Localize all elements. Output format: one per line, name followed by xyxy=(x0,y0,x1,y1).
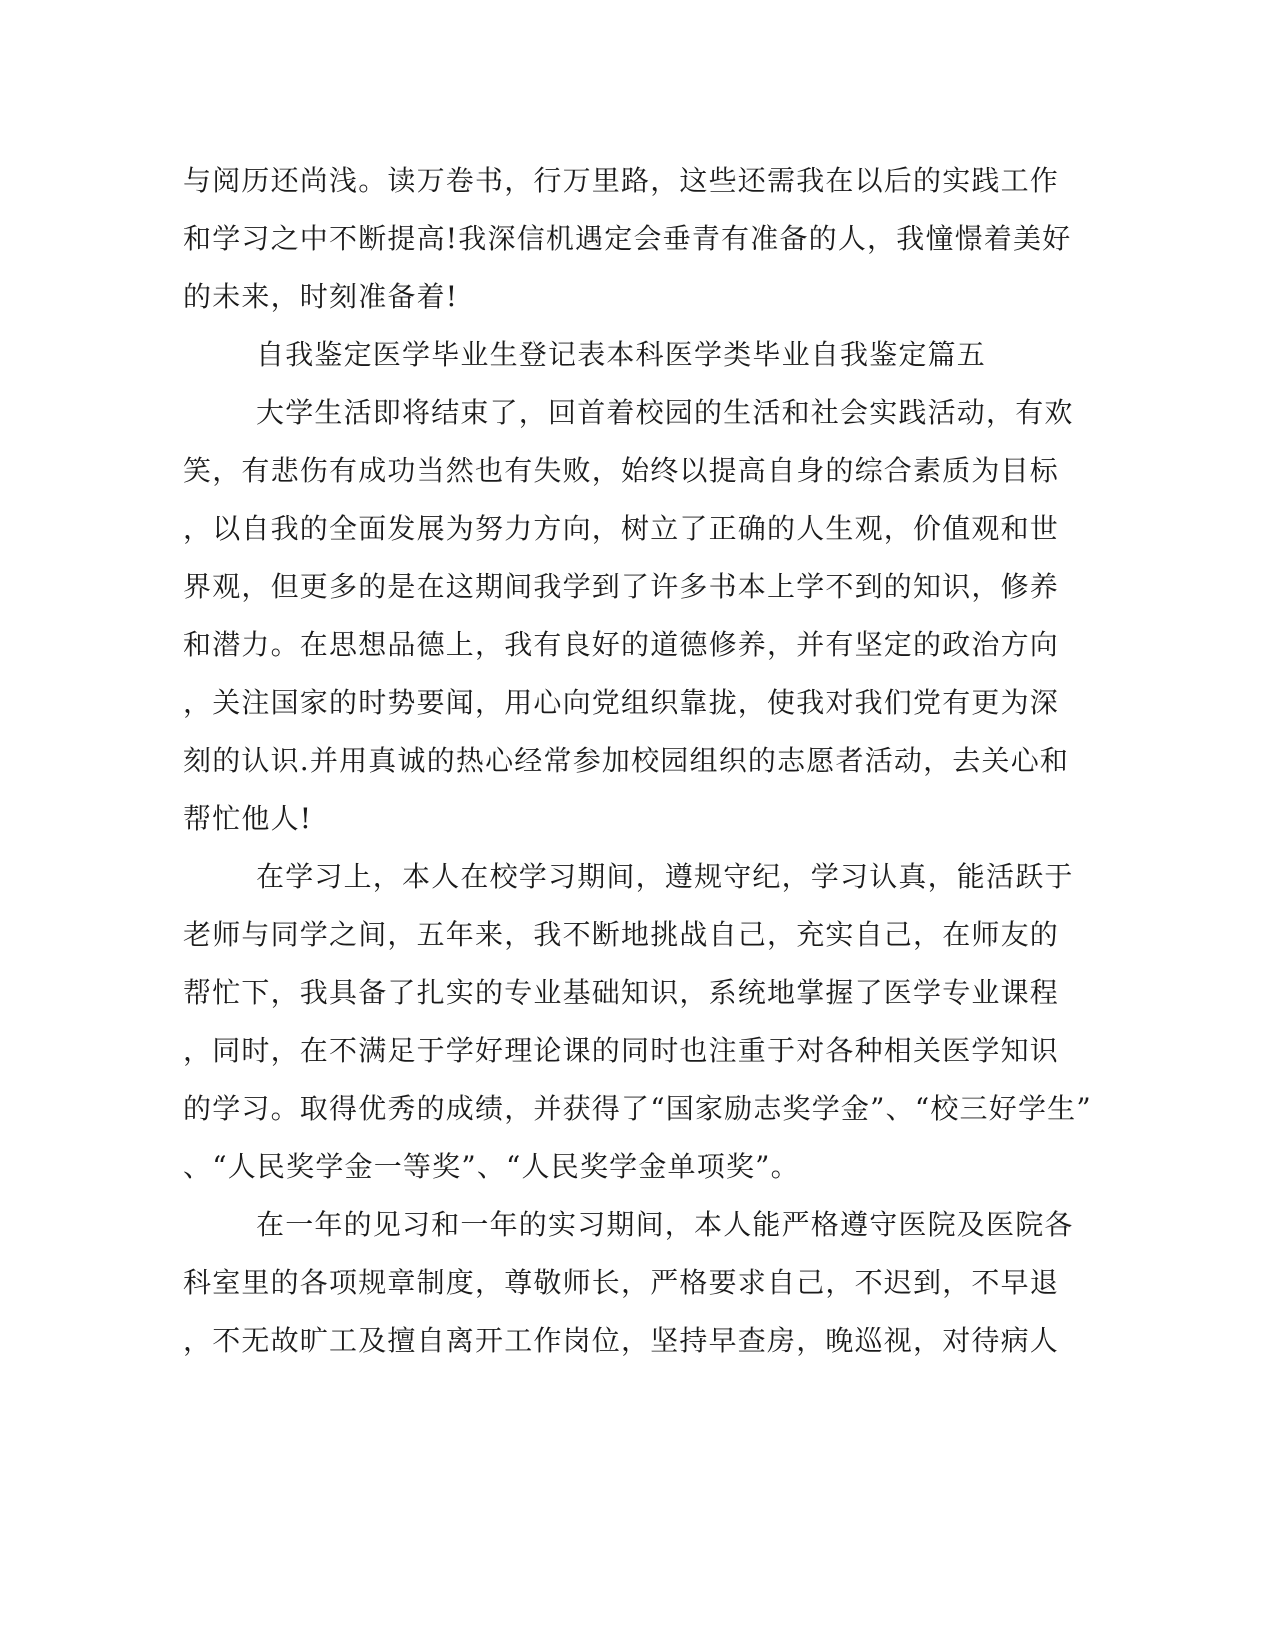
text-line: ，同时，在不满足于学好理论课的同时也注重于对各种相关医学知识 xyxy=(183,1034,1060,1067)
section-heading: 自我鉴定医学毕业生登记表本科医学类毕业自我鉴定篇五 xyxy=(256,338,987,371)
text-line: 的未来，时刻准备着! xyxy=(183,280,459,313)
text-line: 老师与同学之间，五年来，我不断地挑战自己，充实自己，在师友的 xyxy=(183,918,1060,951)
text-line: 的学习。取得优秀的成绩，并获得了“国家励志奖学金”、“校三好学生” xyxy=(183,1092,1092,1125)
text-line: ，以自我的全面发展为努力方向，树立了正确的人生观，价值观和世 xyxy=(183,512,1060,545)
text-line: 、“人民奖学金一等奖”、“人民奖学金单项奖”。 xyxy=(183,1150,800,1183)
text-line: 和学习之中不断提高!我深信机遇定会垂青有准备的人，我憧憬着美好 xyxy=(183,222,1072,255)
text-line: 大学生活即将结束了，回首着校园的生活和社会实践活动，有欢 xyxy=(256,396,1074,429)
text-line: 在学习上，本人在校学习期间，遵规守纪，学习认真，能活跃于 xyxy=(256,860,1074,893)
text-line: 和潜力。在思想品德上，我有良好的道德修养，并有坚定的政治方向 xyxy=(183,628,1060,661)
text-line: 帮忙下，我具备了扎实的专业基础知识，系统地掌握了医学专业课程 xyxy=(183,976,1060,1009)
text-line: 笑，有悲伤有成功当然也有失败，始终以提高自身的综合素质为目标 xyxy=(183,454,1060,487)
text-line: 科室里的各项规章制度，尊敬师长，严格要求自己，不迟到，不早退 xyxy=(183,1266,1060,1299)
text-line: ，关注国家的时势要闻，用心向党组织靠拢，使我对我们党有更为深 xyxy=(183,686,1060,719)
text-line: 帮忙他人! xyxy=(183,802,313,835)
text-line: 与阅历还尚浅。读万卷书，行万里路，这些还需我在以后的实践工作 xyxy=(183,164,1060,197)
text-line: 界观，但更多的是在这期间我学到了许多书本上学不到的知识，修养 xyxy=(183,570,1060,603)
text-line: 刻的认识.并用真诚的热心经常参加校园组织的志愿者活动，去关心和 xyxy=(183,744,1070,777)
text-line: ，不无故旷工及擅自离开工作岗位，坚持早查房，晚巡视，对待病人 xyxy=(183,1324,1060,1357)
text-line: 在一年的见习和一年的实习期间，本人能严格遵守医院及医院各 xyxy=(256,1208,1074,1241)
